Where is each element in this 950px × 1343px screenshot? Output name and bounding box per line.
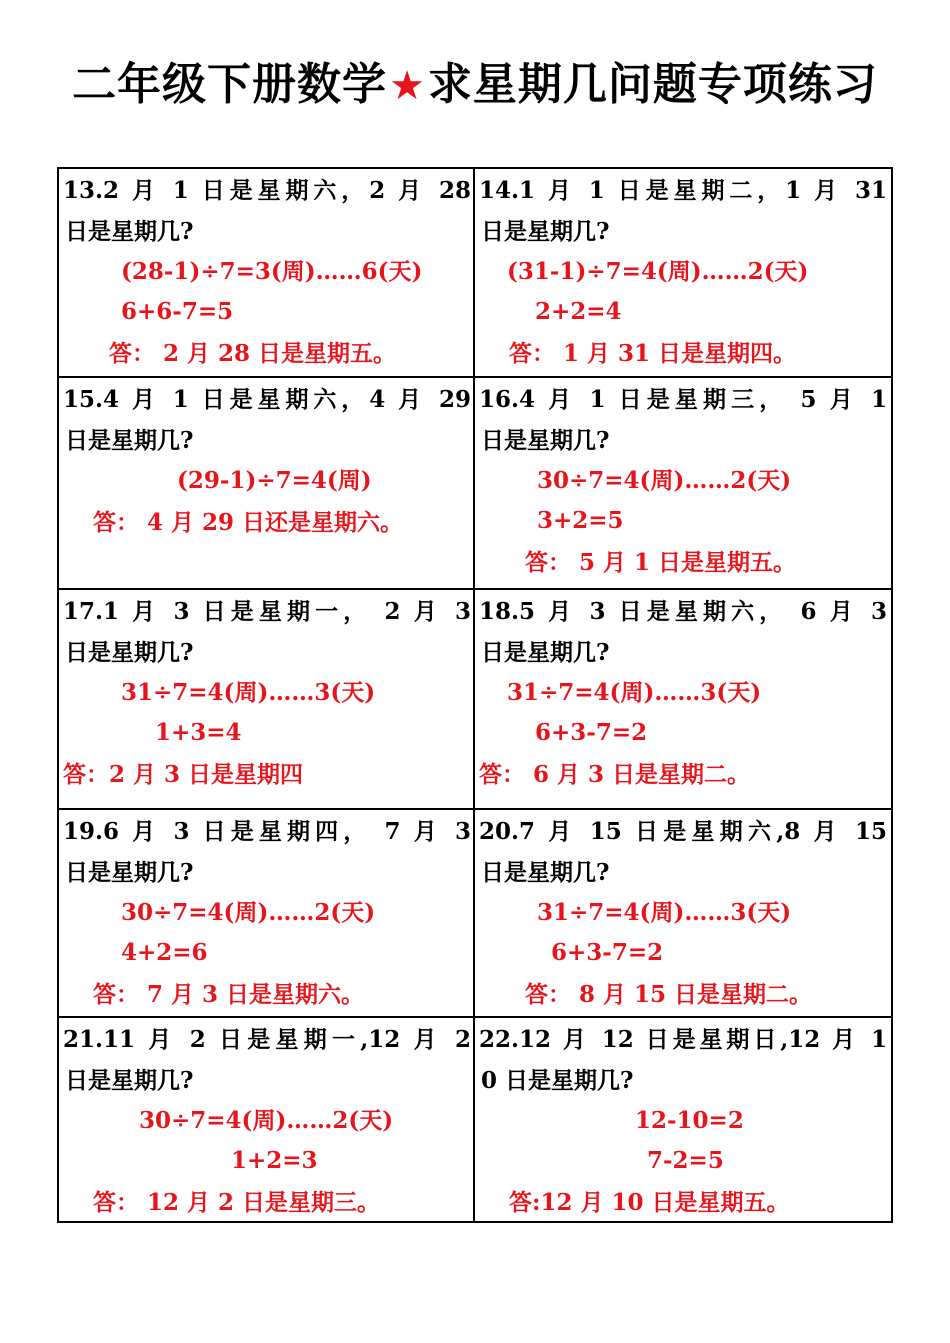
answer-line: 答： 6 月 3 日是星期二。: [479, 761, 751, 788]
answer-line: 答：2 月 3 日是星期四: [63, 761, 304, 788]
problem-cell-18: [475, 590, 891, 808]
solution-line-1: (29-1)÷7=4(周): [177, 467, 372, 494]
solution-line-1: 12-10=2: [635, 1107, 744, 1134]
question-line-2: 日是星期几?: [65, 218, 194, 245]
title-right: 求星期几问题专项练习: [427, 59, 878, 110]
solution-line-1: 30÷7=4(周)……2(天): [121, 899, 376, 926]
solution-line-1: 31÷7=4(周)……3(天): [507, 679, 762, 706]
question-line-1: 20.7 月 15 日是星期六,8 月 15: [479, 818, 887, 845]
title-left: 二年级下册数学: [72, 59, 388, 110]
solution-line-1: 31÷7=4(周)……3(天): [121, 679, 376, 706]
solution-line-1: 31÷7=4(周)……3(天): [537, 899, 792, 926]
answer-line: 答： 12 月 2 日是星期三。: [93, 1189, 381, 1216]
question-line-1: 16.4 月 1 日是星期三， 5 月 1: [479, 386, 887, 413]
question-line-2: 日是星期几?: [481, 639, 610, 666]
answer-line: 答： 1 月 31 日是星期四。: [509, 340, 797, 367]
grid-row-3: [59, 588, 891, 808]
problem-cell-21: [59, 1018, 475, 1221]
question-line-2: 日是星期几?: [65, 639, 194, 666]
solution-line-1: (31-1)÷7=4(周)……2(天): [507, 258, 809, 285]
question-line-2: 日是星期几?: [481, 427, 610, 454]
answer-line: 答： 5 月 1 日是星期五。: [525, 549, 797, 576]
problem-cell-14: [475, 169, 891, 376]
solution-line-2: 1+2=3: [231, 1147, 318, 1174]
page-title: [0, 55, 950, 116]
solution-line-1: (28-1)÷7=3(周)……6(天): [121, 258, 423, 285]
question-line-2: 日是星期几?: [65, 1067, 194, 1094]
grid-row-1: [59, 169, 891, 376]
question-line-1: 14.1 月 1 日是星期二，1 月 31: [479, 177, 887, 204]
star-icon: ★: [389, 63, 426, 109]
question-line-2: 日是星期几?: [65, 859, 194, 886]
grid-row-4: [59, 808, 891, 1016]
solution-line-2: 3+2=5: [537, 507, 624, 534]
question-line-1: 22.12 月 12 日是星期日,12 月 1: [479, 1026, 887, 1053]
solution-line-2: 6+3-7=2: [535, 719, 648, 746]
problem-cell-20: [475, 810, 891, 1016]
solution-line-2: 7-2=5: [647, 1147, 724, 1174]
problem-cell-15: [59, 378, 475, 588]
question-line-1: 18.5 月 3 日是星期六， 6 月 3: [479, 598, 887, 625]
grid-row-2: [59, 376, 891, 588]
problem-cell-16: [475, 378, 891, 588]
answer-line: 答： 8 月 15 日是星期二。: [525, 981, 813, 1008]
solution-line-1: 30÷7=4(周)……2(天): [139, 1107, 394, 1134]
answer-line: 答： 2 月 28 日是星期五。: [109, 340, 397, 367]
solution-line-2: 6+6-7=5: [121, 298, 234, 325]
answer-line: 答:12 月 10 日是星期五。: [509, 1189, 790, 1216]
answer-line: 答： 4 月 29 日还是星期六。: [93, 509, 404, 536]
grid-row-5: [59, 1016, 891, 1221]
answer-line: 答： 7 月 3 日是星期六。: [93, 981, 365, 1008]
question-line-1: 13.2 月 1 日是星期六，2 月 28: [63, 177, 471, 204]
question-line-2: 日是星期几?: [481, 859, 610, 886]
solution-line-1: 30÷7=4(周)……2(天): [537, 467, 792, 494]
question-line-1: 17.1 月 3 日是星期一， 2 月 3: [63, 598, 471, 625]
problem-cell-22: [475, 1018, 891, 1221]
solution-line-2: 1+3=4: [155, 719, 242, 746]
problem-cell-17: [59, 590, 475, 808]
problem-cell-13: [59, 169, 475, 376]
problem-grid: [57, 167, 893, 1223]
solution-line-2: 2+2=4: [535, 298, 622, 325]
question-line-2: 日是星期几?: [481, 218, 610, 245]
question-line-1: 21.11 月 2 日是星期一,12 月 2: [63, 1026, 471, 1053]
solution-line-2: 4+2=6: [121, 939, 208, 966]
question-line-1: 19.6 月 3 日是星期四， 7 月 3: [63, 818, 471, 845]
problem-cell-19: [59, 810, 475, 1016]
solution-line-2: 6+3-7=2: [551, 939, 664, 966]
question-line-2: 0 日是星期几?: [481, 1067, 634, 1094]
question-line-1: 15.4 月 1 日是星期六，4 月 29: [63, 386, 471, 413]
question-line-2: 日是星期几?: [65, 427, 194, 454]
